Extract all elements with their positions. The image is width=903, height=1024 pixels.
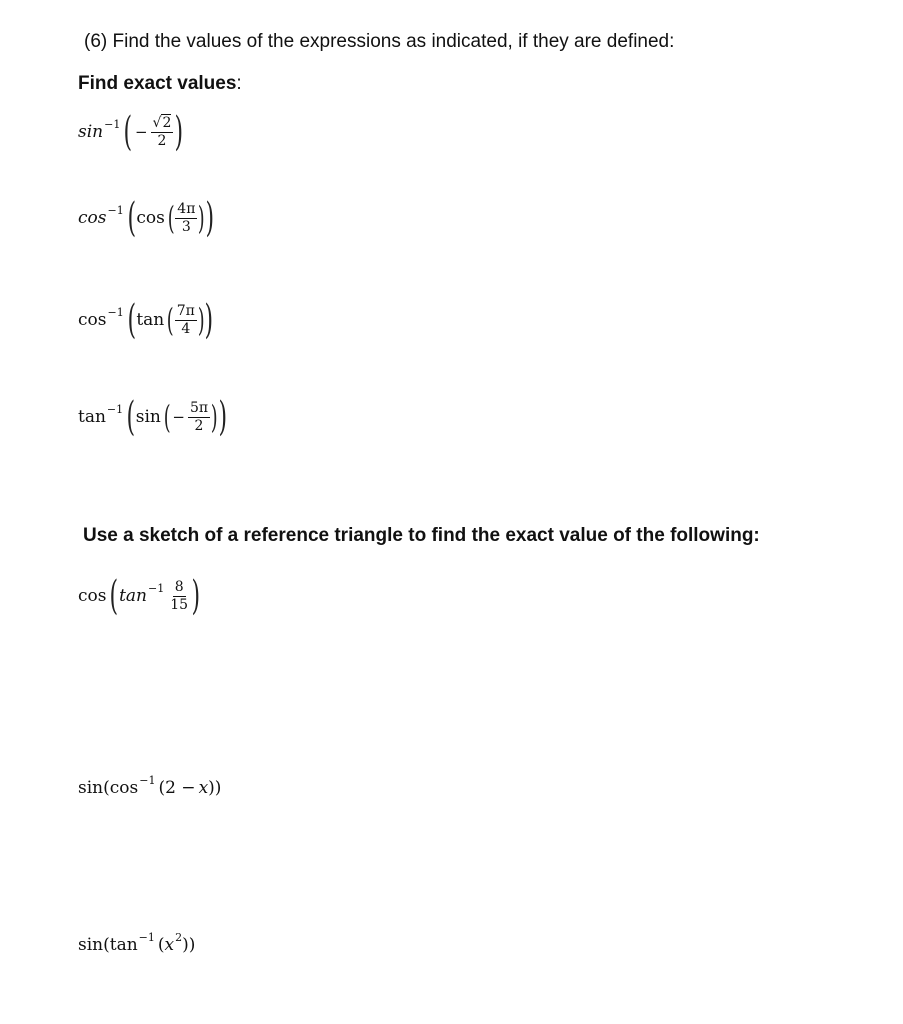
e3-fraction xyxy=(175,304,197,336)
left-paren-icon: ( xyxy=(127,195,136,241)
exact-values-heading-text: Find exact values xyxy=(78,73,237,94)
e1-minus: − xyxy=(134,122,148,141)
e5-outer-function: cos xyxy=(78,585,107,606)
e5-denominator: 15 xyxy=(170,596,189,613)
e1-fraction xyxy=(151,116,174,148)
e2-fraction xyxy=(175,202,197,234)
expression-7 xyxy=(78,931,196,955)
right-paren-icon: ) xyxy=(198,199,206,237)
e3-outer-function: cos xyxy=(78,309,107,330)
e4-inner-function: sin xyxy=(135,406,161,427)
e7-variable: x xyxy=(164,935,175,955)
expression-2 xyxy=(78,195,214,241)
e7-text-b: ( xyxy=(157,935,165,955)
left-paren-icon: ( xyxy=(167,199,175,237)
left-paren-icon: ( xyxy=(163,398,171,436)
right-paren-icon: ) xyxy=(191,573,201,619)
left-paren-icon: ( xyxy=(109,573,119,619)
e6-variable: x xyxy=(198,778,209,798)
e4-fraction xyxy=(188,401,210,433)
e3-inverse-exponent: −1 xyxy=(107,305,124,319)
e1-inverse-exponent: −1 xyxy=(104,117,121,131)
e2-outer-function: cos xyxy=(78,207,107,228)
right-paren-icon: ) xyxy=(218,394,227,440)
right-paren-icon: ) xyxy=(205,195,214,241)
e1-denominator: 2 xyxy=(157,132,167,149)
right-paren-icon: ) xyxy=(197,301,205,339)
e6-text-a: sin(cos xyxy=(78,778,139,798)
expression-6 xyxy=(78,774,222,798)
e2-inner-function: cos xyxy=(136,207,165,228)
e1-radical-sign: √ xyxy=(152,114,162,131)
right-paren-icon: ) xyxy=(174,109,184,155)
e1-numerator xyxy=(151,116,174,133)
e4-outer-function: tan xyxy=(78,406,106,427)
e5-numerator: 8 xyxy=(174,578,184,595)
expression-4 xyxy=(78,394,227,440)
e7-text-c: )) xyxy=(182,935,196,955)
e4-inverse-exponent: −1 xyxy=(106,402,124,416)
e2-denominator: 3 xyxy=(181,218,191,235)
e3-numerator: 7π xyxy=(176,302,195,319)
e2-numerator: 4π xyxy=(177,200,196,217)
e5-inner-function: tan xyxy=(119,585,148,606)
right-paren-icon: ) xyxy=(204,297,214,343)
problem-title: (6) Find the values of the expressions as indicated, if they are defined: xyxy=(84,31,675,52)
e6-inverse-exponent: −1 xyxy=(139,774,156,787)
left-paren-icon: ( xyxy=(126,394,136,440)
e5-fraction xyxy=(168,580,190,612)
e7-text-a: sin(tan xyxy=(78,935,138,955)
exact-values-heading-colon: : xyxy=(236,73,242,94)
left-paren-icon: ( xyxy=(167,301,174,339)
e1-function: sin xyxy=(78,121,104,142)
e4-minus: − xyxy=(172,407,185,426)
e2-inverse-exponent: −1 xyxy=(107,203,124,217)
e1-radicand: 2 xyxy=(162,114,172,131)
right-paren-icon: ) xyxy=(210,398,218,436)
e6-text-b: (2 − xyxy=(158,778,196,798)
reference-triangle-heading: Use a sketch of a reference triangle to find the exact value of the following: xyxy=(83,525,760,546)
e4-numerator: 5π xyxy=(189,399,209,416)
expression-1 xyxy=(78,109,184,155)
e6-text-c: )) xyxy=(208,778,222,798)
e5-inverse-exponent: −1 xyxy=(148,581,165,595)
e3-inner-function: tan xyxy=(136,309,165,330)
e3-denominator: 4 xyxy=(181,320,191,337)
left-paren-icon: ( xyxy=(127,297,136,343)
e7-exponent: 2 xyxy=(175,931,183,944)
expression-5 xyxy=(78,573,201,619)
e7-inverse-exponent: −1 xyxy=(138,931,155,944)
expression-3 xyxy=(78,297,214,343)
exact-values-heading xyxy=(78,73,242,95)
e4-denominator: 2 xyxy=(194,417,204,434)
left-paren-icon: ( xyxy=(123,109,133,155)
